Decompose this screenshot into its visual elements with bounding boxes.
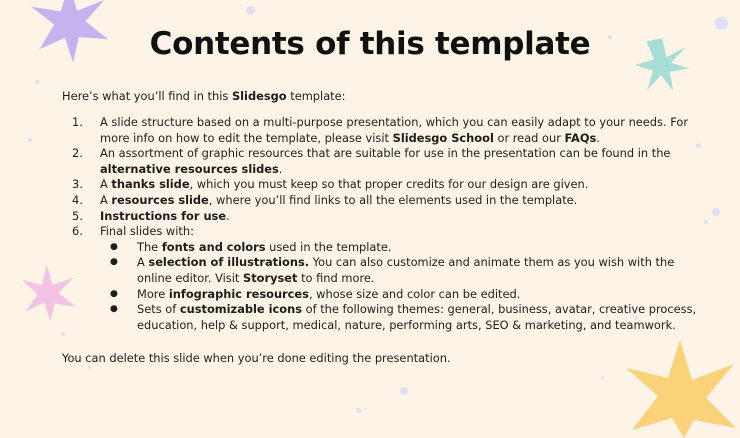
text-segment: You can also customize and animate them as you wish with the online editor. Visit	[137, 255, 675, 285]
text-segment: An assortment of graphic resources that are suitable for use in the presentation can be found in the	[100, 146, 671, 161]
list-number: 1.	[72, 115, 83, 129]
sub-list-item	[100, 240, 702, 256]
intro-brand: Slidesgo	[231, 89, 287, 103]
bold-text: Slidesgo School	[392, 130, 494, 145]
list-item	[62, 115, 702, 146]
list-item-text	[100, 115, 688, 145]
intro-text-before: Here’s what you’ll find in this	[62, 89, 232, 103]
text-segment: .	[596, 130, 600, 145]
list-number: 3.	[72, 177, 83, 192]
slide-title: Contents of this template	[149, 26, 591, 62]
list-item-text	[100, 146, 670, 176]
decorative-dot	[246, 6, 255, 15]
text-segment: of the following themes: general, business, avatar, creative process, education, help & support, medical, nature, performing arts, SEO & marketing, and teamwork.	[137, 302, 697, 332]
sub-list-item	[100, 287, 702, 303]
list-number: 6.	[72, 224, 83, 239]
bold-text: alternative resources slides	[100, 161, 279, 176]
text-segment: A	[100, 192, 112, 207]
text-segment: The	[137, 239, 162, 254]
intro-text	[62, 89, 346, 103]
sub-list-item	[100, 302, 702, 333]
decorative-dot	[400, 387, 408, 395]
bold-text: selection of illustrations.	[148, 255, 310, 270]
text-segment: , whose size and color can be edited.	[308, 286, 521, 301]
bold-text: Instructions for use	[100, 208, 227, 223]
bold-text: FAQs	[564, 130, 597, 145]
sub-list-item-text	[137, 287, 520, 301]
text-segment: , which you must keep so that proper credits for our design are given.	[189, 177, 589, 192]
decorative-dot	[28, 138, 32, 142]
decorative-dot	[356, 408, 361, 413]
bold-text: resources slide	[111, 192, 209, 207]
list-item	[62, 146, 702, 177]
list-item	[62, 209, 702, 225]
text-segment: to find more.	[297, 270, 375, 285]
sub-list-item-text	[137, 255, 674, 285]
list-item-text	[100, 177, 588, 191]
bold-text: fonts and colors	[161, 239, 266, 254]
intro-text-after: template:	[286, 89, 346, 103]
list-item-text	[100, 209, 230, 223]
text-segment: A	[137, 255, 149, 270]
sub-list-item-text	[137, 240, 392, 254]
text-segment: A slide structure based on a multi-purpose presentation, which you can easily adapt to your needs. For more info on how to edit the template, please visit	[100, 115, 689, 145]
outro-text: You can delete this slide when you’re done editing the presentation.	[62, 351, 451, 365]
decorative-dot	[35, 80, 39, 84]
decorative-dot	[712, 208, 720, 216]
text-segment: , where you’ll find links to all the elements used in the template.	[208, 192, 578, 207]
bullet-icon: ●	[110, 241, 118, 252]
bold-text: infographic resources	[168, 286, 309, 301]
text-segment: Final slides with:	[100, 224, 194, 239]
bullet-icon: ●	[110, 304, 118, 315]
text-segment: .	[278, 161, 283, 176]
decorative-dot	[88, 366, 91, 369]
text-segment: used in the template.	[265, 239, 392, 254]
decorative-dot	[601, 376, 604, 379]
text-segment: A	[100, 177, 112, 192]
bold-text: thanks slide	[111, 177, 190, 192]
sub-list-item	[100, 255, 702, 286]
list-item	[62, 193, 702, 209]
bold-text: customizable icons	[179, 302, 302, 317]
bold-text: Storyset	[242, 270, 298, 285]
list-number: 2.	[72, 146, 83, 161]
list-number: 4.	[72, 192, 83, 207]
yellow-star-shape	[626, 340, 736, 438]
yellow-star-decoration	[624, 338, 736, 438]
list-item	[62, 177, 702, 193]
text-segment: More	[137, 286, 169, 301]
sub-list	[100, 240, 702, 334]
list-item-text	[100, 193, 577, 207]
text-segment: Sets of	[137, 302, 180, 317]
sub-list-item-text	[137, 302, 696, 332]
list-number: 5.	[72, 208, 83, 223]
text-segment: .	[226, 208, 230, 223]
list-item	[62, 224, 702, 333]
bullet-icon: ●	[110, 288, 118, 299]
bullet-icon: ●	[110, 257, 118, 268]
contents-list	[62, 115, 702, 333]
list-item-text	[100, 224, 194, 238]
text-segment: or read our	[493, 130, 565, 145]
decorative-dot	[704, 220, 708, 224]
